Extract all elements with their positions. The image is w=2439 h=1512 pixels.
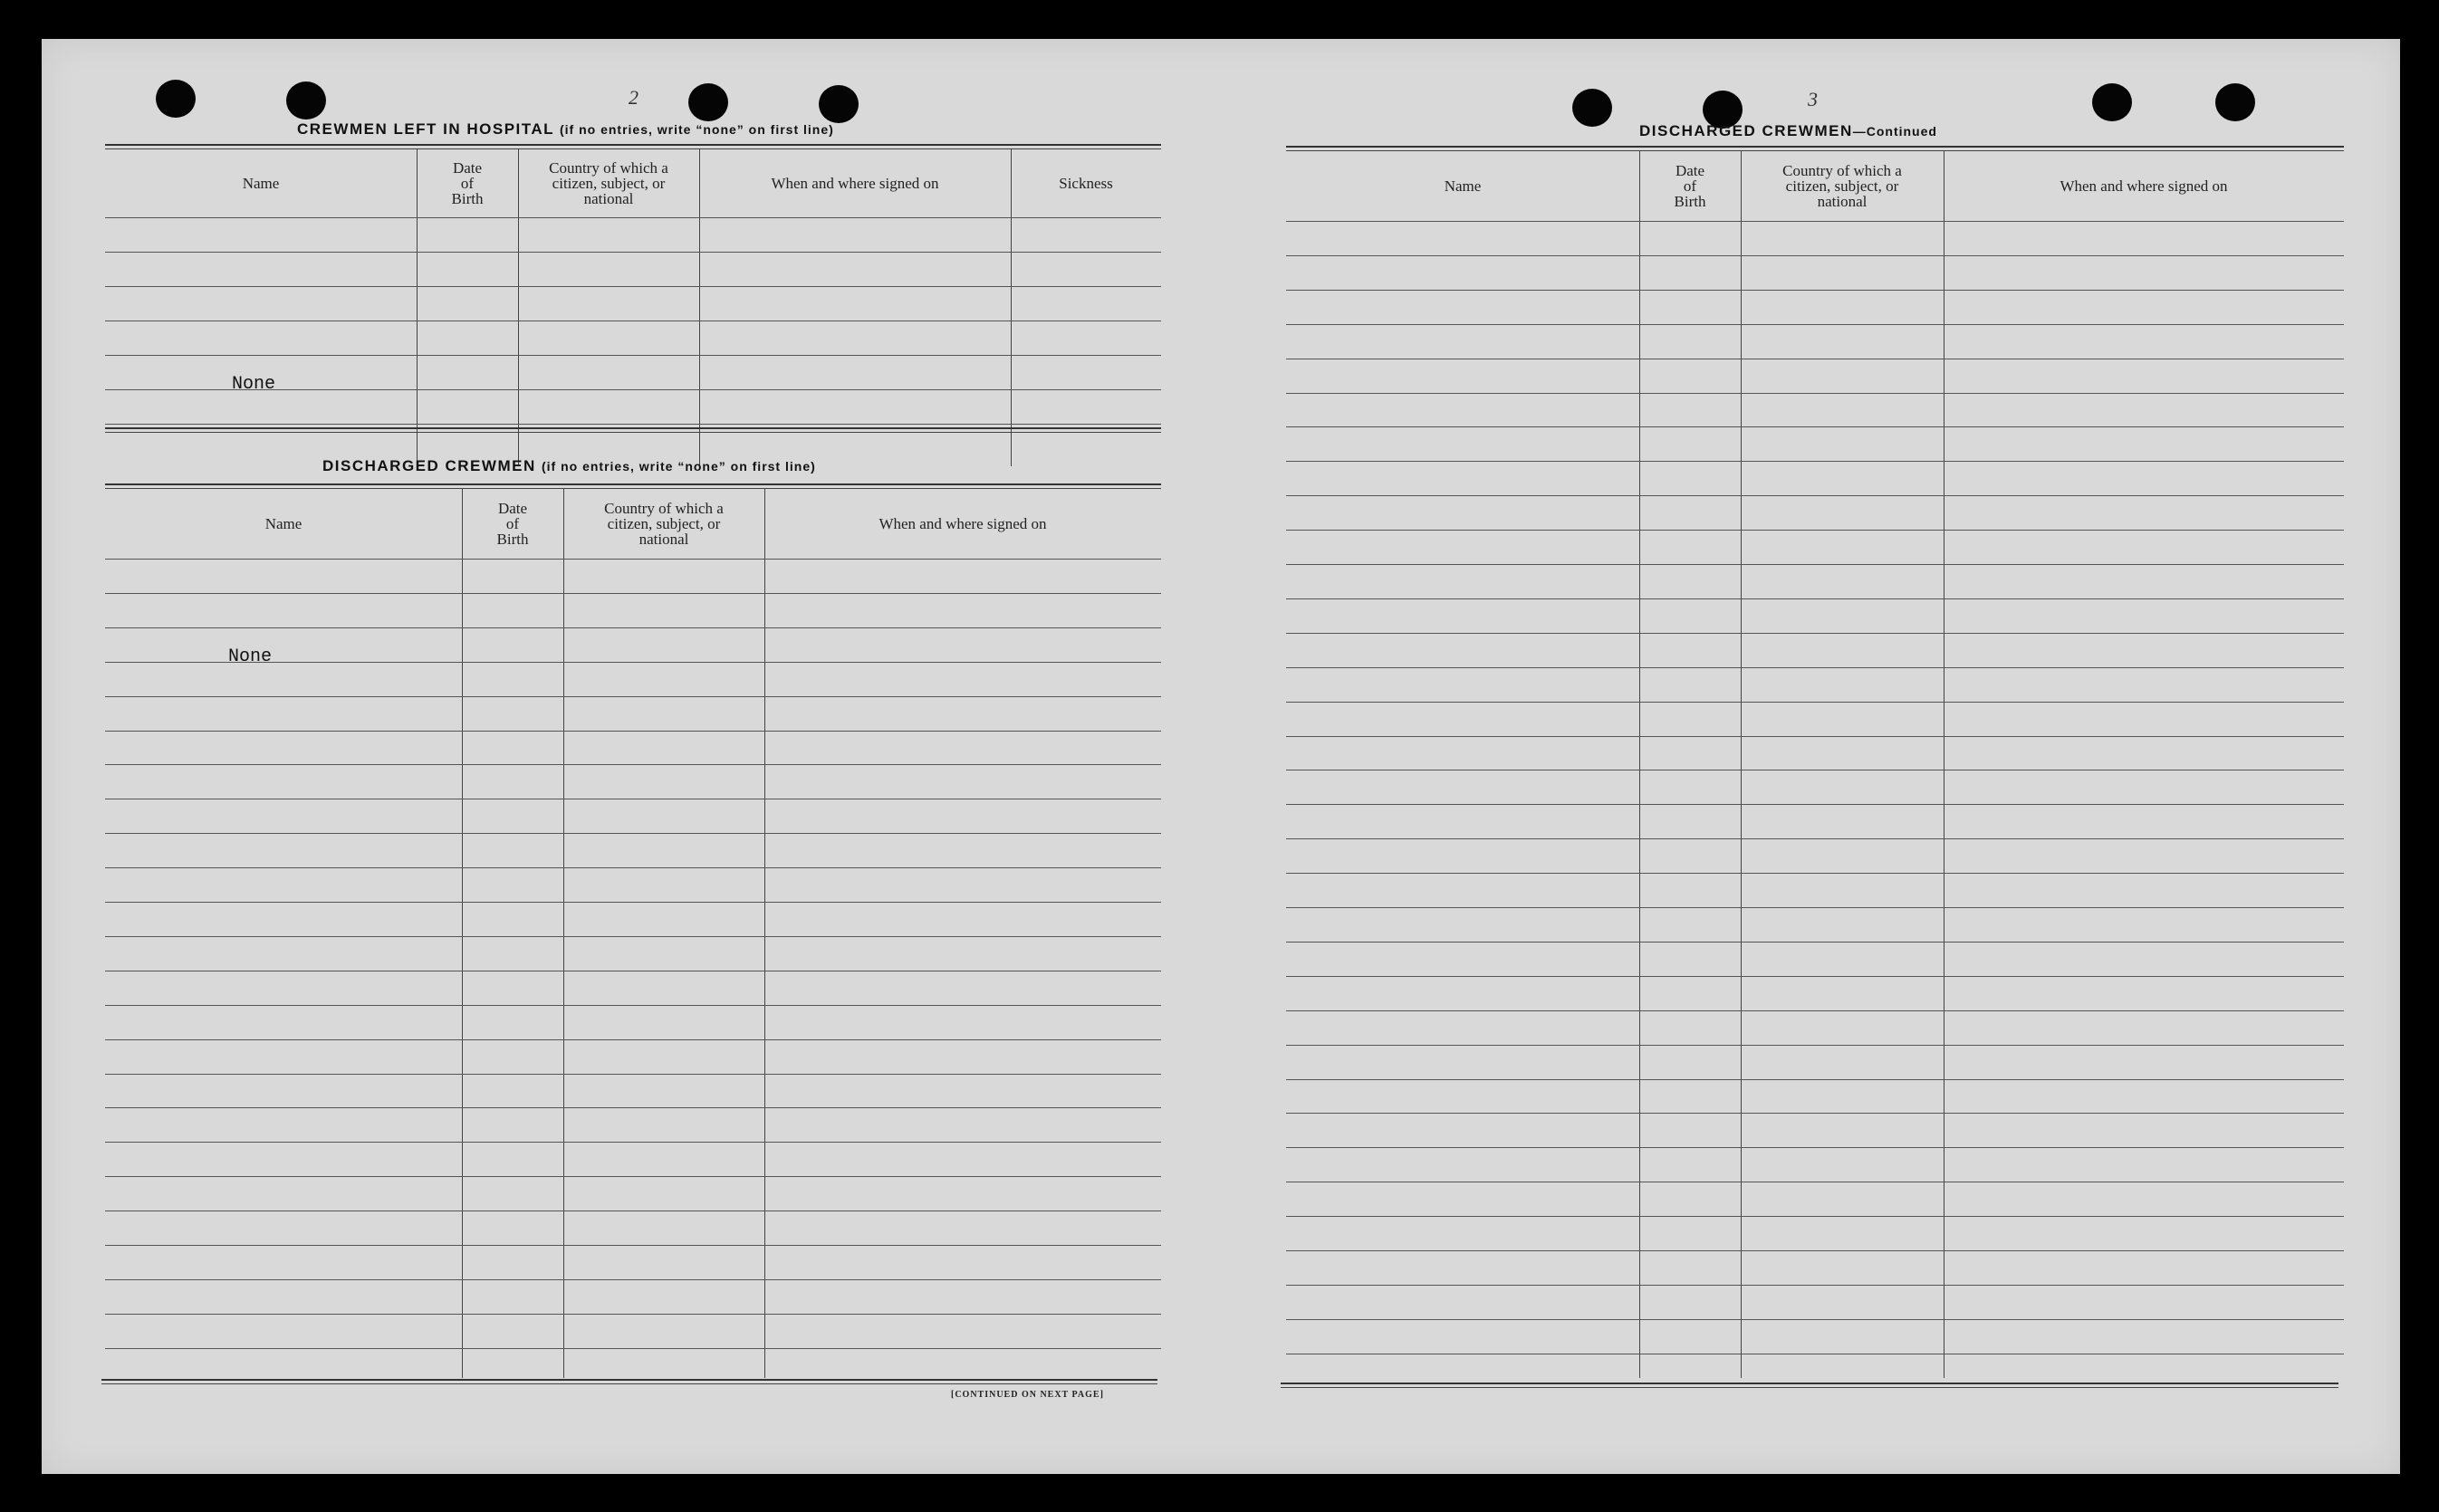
- row-rule: [105, 1314, 1161, 1315]
- row-rule: [1286, 1113, 2344, 1114]
- row-rule: [105, 1107, 1161, 1108]
- row-rule: [1286, 324, 2344, 325]
- row-rule: [105, 1039, 1161, 1040]
- row-rule: [105, 217, 1161, 218]
- punch-hole: [2092, 83, 2132, 121]
- row-rule: [105, 1074, 1161, 1075]
- hospital-section-title: [297, 120, 834, 139]
- hospital-col-dob: Date of Birth: [451, 159, 484, 207]
- row-rule: [1286, 1147, 2344, 1148]
- continued-col-signed: When and where signed on: [2060, 177, 2228, 195]
- row-rule: [1286, 873, 2344, 874]
- row-rule: [1286, 736, 2344, 737]
- row-rule: [105, 833, 1161, 834]
- discharged-section-title: [322, 457, 816, 475]
- row-rule: [1286, 667, 2344, 668]
- row-rule: [105, 731, 1161, 732]
- row-rule: [1286, 976, 2344, 977]
- page-number-right: 3: [1808, 88, 1818, 110]
- discharged-table-top-rule: [105, 483, 1161, 485]
- page-number-left: 2: [629, 86, 639, 109]
- discharged-continued-title: [1639, 122, 1937, 140]
- row-rule: [1286, 702, 2344, 703]
- row-rule: [1286, 1010, 2344, 1011]
- row-rule: [105, 627, 1161, 628]
- continued-title-main: DISCHARGED CREWMEN: [1639, 122, 1853, 139]
- punch-hole: [156, 80, 196, 118]
- row-rule: [1286, 1319, 2344, 1320]
- continued-table-bottom-rule: [1281, 1383, 2338, 1384]
- row-rule: [1286, 290, 2344, 291]
- row-rule: [105, 252, 1161, 253]
- col-divider: [1011, 149, 1012, 466]
- row-rule: [1286, 1250, 2344, 1251]
- row-rule: [1286, 530, 2344, 531]
- row-rule: [105, 286, 1161, 287]
- row-rule: [1286, 838, 2344, 839]
- discharged-table-bottom-rule: [101, 1379, 1157, 1381]
- punch-hole: [2215, 83, 2255, 121]
- document-sheet: [42, 39, 2400, 1474]
- row-rule: [1286, 1285, 2344, 1286]
- continued-table: [1286, 151, 2344, 1378]
- row-rule: [1286, 804, 2344, 805]
- row-rule: [1286, 461, 2344, 462]
- col-divider: [1741, 151, 1742, 1378]
- discharged-col-dob: Date of Birth: [496, 500, 529, 548]
- hospital-table: [105, 149, 1161, 466]
- row-rule: [105, 696, 1161, 697]
- hospital-col-country: Country of which a citizen, subject, or national: [549, 159, 668, 207]
- row-rule: [105, 355, 1161, 356]
- row-rule: [105, 424, 1161, 425]
- row-rule: [1286, 393, 2344, 394]
- discharged-col-name: Name: [264, 515, 302, 532]
- row-rule: [1286, 942, 2344, 943]
- hospital-table-bottom-rule: [105, 427, 1161, 429]
- continued-table-top-rule: [1286, 146, 2344, 148]
- row-rule: [1286, 564, 2344, 565]
- row-rule: [1286, 1216, 2344, 1217]
- continued-title-sub: —Continued: [1852, 124, 1937, 139]
- continued-col-name: Name: [1444, 177, 1482, 195]
- row-rule: [105, 1245, 1161, 1246]
- hospital-title-main: CREWMEN LEFT IN HOSPITAL: [297, 120, 554, 138]
- row-rule: [1286, 1045, 2344, 1046]
- row-rule: [105, 559, 1161, 560]
- row-rule: [105, 867, 1161, 868]
- row-rule: [1286, 598, 2344, 599]
- row-rule: [1286, 495, 2344, 496]
- discharged-col-signed: When and where signed on: [879, 515, 1047, 532]
- col-divider: [699, 149, 700, 466]
- discharged-col-country: Country of which a citizen, subject, or national: [604, 500, 724, 548]
- row-rule: [105, 1279, 1161, 1280]
- punch-hole: [1572, 89, 1612, 127]
- row-rule: [105, 902, 1161, 903]
- continued-col-dob: Date of Birth: [1674, 162, 1706, 210]
- punch-hole: [286, 81, 326, 120]
- row-rule: [1286, 633, 2344, 634]
- discharged-table: [105, 489, 1161, 1378]
- punch-hole: [819, 85, 859, 123]
- row-rule: [1286, 221, 2344, 222]
- col-divider: [417, 149, 418, 466]
- hospital-title-sub: (if no entries, write “none” on first line): [560, 122, 834, 137]
- row-rule: [105, 936, 1161, 937]
- col-divider: [1639, 151, 1640, 1378]
- row-rule: [1286, 255, 2344, 256]
- hospital-entry: None: [232, 374, 276, 395]
- hospital-col-sickness: Sickness: [1059, 175, 1113, 192]
- continued-col-country: Country of which a citizen, subject, or national: [1782, 162, 1902, 210]
- hospital-table-top-rule: [105, 144, 1161, 146]
- row-rule: [105, 593, 1161, 594]
- discharged-title-sub: (if no entries, write “none” on first line): [541, 459, 816, 474]
- row-rule: [105, 1348, 1161, 1349]
- col-divider: [518, 149, 519, 466]
- row-rule: [1286, 426, 2344, 427]
- row-rule: [105, 1142, 1161, 1143]
- hospital-col-name: Name: [242, 175, 280, 192]
- discharged-entry: None: [228, 646, 273, 667]
- row-rule: [105, 1005, 1161, 1006]
- discharged-title-main: DISCHARGED CREWMEN: [322, 457, 536, 474]
- row-rule: [105, 1176, 1161, 1177]
- row-rule: [105, 764, 1161, 765]
- continued-footnote: [CONTINUED ON NEXT PAGE]: [951, 1390, 1104, 1400]
- hospital-col-signed: When and where signed on: [771, 175, 939, 192]
- row-rule: [1286, 1079, 2344, 1080]
- row-rule: [1286, 907, 2344, 908]
- punch-hole: [688, 83, 728, 121]
